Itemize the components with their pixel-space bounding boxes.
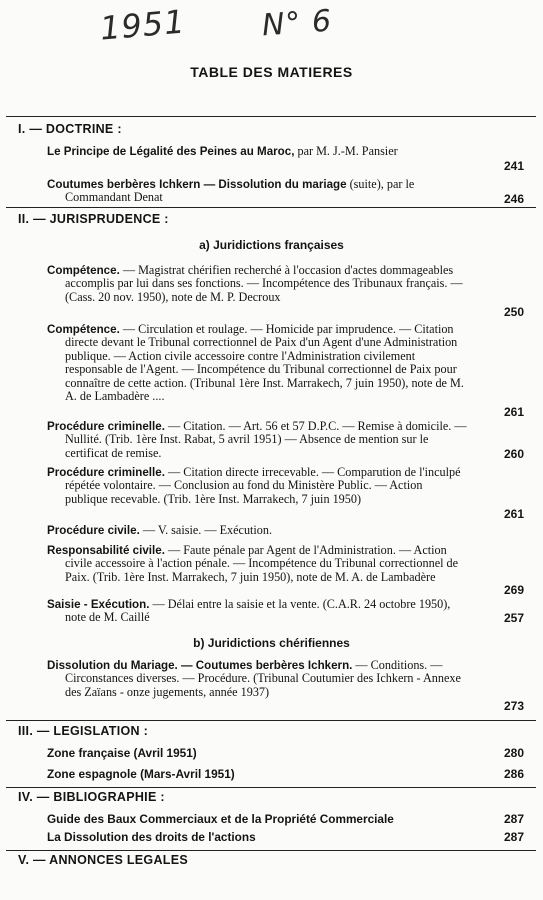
- entry-heading: Coutumes berbères Ichkern — Dissolution du mariage: [47, 178, 347, 191]
- page-number: 261: [503, 405, 524, 419]
- entry-text: — Délai entre la saisie et la vente. (C.A.R. 24 octobre 1950), note de M. Caillé: [65, 597, 451, 625]
- entry-heading: Responsabilité civile.: [47, 544, 165, 557]
- entry-text: — Magistrat chérifien recherché à l'occasion d'actes dommageables accomplis par lui dans ses fonctions. — Incompétence des Tribunaux français. — (Cass. 20 nov. 1950), note de M. P. Decroux: [65, 263, 463, 304]
- page-number: 287: [503, 812, 524, 826]
- legislation-item: Zone espagnole (Mars-Avril 1951): [47, 767, 235, 781]
- toc-entry: [47, 466, 467, 506]
- page-number: 250: [503, 305, 524, 319]
- page-number: 273: [503, 699, 524, 713]
- entry-heading: Compétence.: [47, 264, 120, 277]
- page-number: 241: [503, 159, 524, 173]
- page-number: 280: [503, 746, 524, 760]
- subsection-cherifiennes: b) Juridictions chérifiennes: [193, 636, 350, 650]
- divider: [6, 850, 536, 851]
- handwritten-number: N° 6: [260, 3, 334, 44]
- entry-text: — Citation. — Art. 56 et 57 D.P.C. — Remise à domicile. — Nullité. (Trib. 1ère Inst. Rabat, 5 avril 1951) — Absence de mention sur le certificat de remise.: [65, 419, 467, 460]
- bibliography-item: La Dissolution des droits de l'actions: [47, 830, 256, 844]
- section-bibliographie: IV. — BIBLIOGRAPHIE :: [18, 790, 165, 804]
- page-number: 286: [503, 767, 524, 781]
- section-legislation: III. — LEGISLATION :: [18, 724, 149, 738]
- toc-entry: [47, 264, 467, 304]
- bibliography-item: Guide des Baux Commerciaux et de la Propriété Commerciale: [47, 812, 394, 826]
- entry-text: — V. saisie. — Exécution.: [139, 523, 273, 537]
- entry-heading: Le Principe de Légalité des Peines au Maroc,: [47, 145, 295, 158]
- divider: [6, 116, 536, 117]
- page-number: 261: [503, 507, 524, 521]
- page-title: TABLE DES MATIERES: [190, 64, 353, 80]
- entry-heading: Compétence.: [47, 323, 120, 336]
- page-number: 260: [503, 447, 524, 461]
- entry-text: — Citation directe irrecevable. — Comparution de l'inculpé répétée volontaire. — Conclusion au fond du Ministère Public. — Action publique recevable. (Trib. 1ère Inst. Marrakech, 7 juin 1950): [65, 465, 461, 506]
- divider: [6, 207, 536, 208]
- entry-heading: Procédure criminelle.: [47, 420, 165, 433]
- section-doctrine: I. — DOCTRINE :: [18, 122, 122, 136]
- toc-entry: [47, 524, 467, 537]
- section-jurisprudence: II. — JURISPRUDENCE :: [18, 212, 169, 226]
- entry-text: — Conditions. — Circonstances diverses. — Procédure. (Tribunal Coutumier des Ichkern - Annexe des Zaïans - onze jugements, année 1937): [65, 658, 461, 699]
- toc-entry: [47, 178, 467, 205]
- toc-entry: [47, 420, 467, 460]
- entry-text: (suite), par le Commandant Denat: [65, 177, 415, 205]
- entry-heading: Procédure civile.: [47, 524, 140, 537]
- entry-heading: Saisie - Exécution.: [47, 598, 150, 611]
- divider: [6, 720, 536, 721]
- legislation-item: Zone française (Avril 1951): [47, 746, 197, 760]
- divider: [6, 787, 536, 788]
- page-number: 269: [503, 583, 524, 597]
- toc-entry: [47, 598, 467, 625]
- page-number: 246: [503, 192, 524, 206]
- page-number: 287: [503, 830, 524, 844]
- handwritten-year: 1951: [98, 2, 187, 48]
- toc-entry: [47, 145, 467, 158]
- toc-entry: [47, 544, 467, 584]
- entry-text: par M. J.-M. Pansier: [294, 144, 398, 158]
- toc-entry: [47, 659, 467, 699]
- entry-text: — Faute pénale par Agent de l'Administration. — Action civile accessoire à l'action pénale. — Incompétence du Tribunal correctionnel de Paix. (Trib. 1ère Inst. Marrakech, 7 juin 1950), note de M. A. de Lambadère: [65, 543, 459, 584]
- page-number: 257: [503, 611, 524, 625]
- section-annonces: V. — ANNONCES LEGALES: [18, 853, 188, 867]
- entry-heading: Dissolution du Mariage. — Coutumes berbères Ichkern.: [47, 659, 353, 672]
- entry-heading: Procédure criminelle.: [47, 466, 165, 479]
- toc-entry: [47, 323, 467, 403]
- entry-text: — Circulation et roulage. — Homicide par imprudence. — Citation directe devant le Tribunal correctionnel de Paix d'un Agent d'une Administration publique. — Action civile accessoire contre l'Administration civilement responsable de l'Agent. — Incompétence du Tribunal correctionnel de Paix pour connaître de cette action. (Tribunal 1ère Inst. Marrakech, 7 juin 1950), note de M. A. de Lambadère ....: [65, 322, 464, 404]
- subsection-francaises: a) Juridictions françaises: [199, 238, 344, 252]
